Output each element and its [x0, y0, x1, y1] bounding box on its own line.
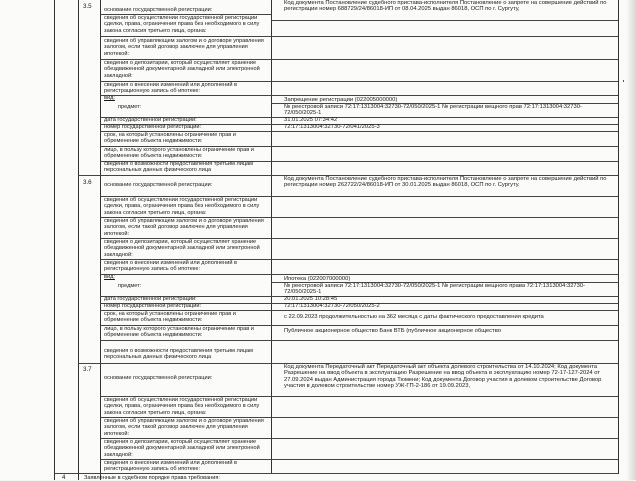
subject-label: предмет:	[118, 104, 142, 110]
subject-label: предмет:	[118, 283, 142, 289]
basis-label: основание государственной регистрации:	[104, 182, 213, 188]
changes-label: сведения о внесении изменений или дополнений в регистрационную запись об ипотеке:	[104, 460, 238, 473]
table-border-left	[54, 0, 55, 480]
kind-label: вид:	[104, 274, 115, 280]
term-label: срок, на который установлены ограничение прав и обременение объекта недвижимости:	[104, 311, 236, 324]
kind-value: Запрещение регистрации (022005000000)	[284, 97, 398, 103]
pledge-label: сведения об управляющем залогом и о договоре управления залогом, если такой договор заключен для управления ипотекой:	[104, 38, 264, 57]
person-value: Публичное акционерное общество Банк ВТБ (публичное акционерное общество	[284, 328, 501, 334]
scan-edge-shadow	[626, 0, 636, 480]
kind-value: Ипотека (022007000000)	[284, 276, 351, 282]
date-label: дата государственной регистрации:	[104, 117, 197, 123]
reg-label: номер государственной регистрации:	[104, 124, 202, 130]
basis-value: Код документа Постановление судебного пристава-исполнителя Постановление о запрете на совершение действий по регистрации номер 262722/24/86018-ИП от 30.01.2025 выдан 86018, ОСП по г. Сургуту.	[284, 176, 607, 189]
consent-label: сведения об осуществлении государственной регистрации сделки, права, ограничения права без необходимого в силу закона согласия третьего лица, органа:	[104, 197, 260, 216]
date-value: 31.01.2025 07:34:42	[284, 117, 338, 123]
row-divider	[100, 36, 618, 37]
section-number: 3.7	[83, 366, 92, 373]
row-divider	[100, 340, 618, 341]
kind-label: вид:	[104, 95, 115, 101]
row-divider	[100, 95, 618, 96]
pledge-label: сведения об управляющем залогом и о договоре управления залогом, если такой договор заключен для управления ипотекой:	[104, 418, 264, 437]
court-claims-label: Заявленные в судебном порядке права требования:	[84, 475, 220, 481]
changes-label: сведения о внесении изменений или дополнений в регистрационную запись об ипотеке:	[104, 260, 238, 273]
person-label: лицо, в пользу которого установлены ограничение прав и обременение объекта недвижимости:	[104, 147, 254, 160]
table-border-right	[618, 0, 619, 474]
section-number: 3.6	[83, 179, 92, 186]
scan-speck	[623, 80, 624, 82]
subject-value: № реестровой записи 72:17:1313004:32730-72/050/2025-1 № регистрации вещного прав 72:17:1313004:32730-72/050/2025-1	[284, 104, 582, 117]
term-label: срок, на который установлены ограничение прав и обременение объекта недвижимости:	[104, 132, 236, 145]
depo-label: сведения о депозитарии, который осуществляет хранение обездвиженной документарной закладной или электронной закладной:	[104, 239, 260, 258]
section-number: 3.5	[83, 3, 92, 10]
reg-label: номер государственной регистрации:	[104, 303, 202, 309]
changes-label: сведения о внесении изменений или дополнений в регистрационную запись об ипотеке:	[104, 82, 238, 95]
value-column-border	[271, 0, 272, 474]
row-divider	[100, 274, 618, 275]
date-label: дата государственной регистрации:	[104, 296, 197, 302]
person-label: лицо, в пользу которого установлены ограничение прав и обременение объекта недвижимости:	[104, 326, 254, 339]
date-value: 20.01.2025 10:28:45	[284, 296, 338, 302]
basis-label: основание государственной регистрации:	[104, 7, 213, 13]
consent-label: сведения об осуществлении государственной регистрации сделки, права, ограничения права без необходимого в силу закона согласия третьего лица, органа:	[104, 397, 260, 416]
section-divider	[54, 473, 618, 474]
basis-value: Код документа Постановление судебного пристава-исполнителя Постановление о запрете на совершение действий по регистрации номер 688729/24/86018-ИП от 08.04.2025 выдан 86018, ОСП по г. Сургуту,	[284, 0, 607, 13]
third-party-label: сведения о возможности предоставления третьим лицам персональных данных физического лица	[104, 348, 253, 361]
depo-label: сведения о депозитарии, который осуществляет хранение обездвиженной документарной закладной или электронной закладной:	[104, 439, 260, 458]
basis-label: основание государственной регистрации:	[104, 375, 213, 381]
term-value: с 22.09.2023 продолжительностью на 362 месяца с даты фактического предоставления кредита	[284, 314, 544, 320]
reg-value: 72:17:1313004:32730-72/050/2025-2	[284, 303, 380, 309]
pledge-label: сведения об управляющем залогом и о договоре управления залогом, если такой договор заключен для управления ипотекой:	[104, 218, 264, 237]
consent-label: сведения об осуществлении государственной регистрации сделки, права, ограничения права без необходимого в силу закона согласия третьего лица, органа:	[104, 15, 260, 34]
label-column-border-left	[100, 0, 101, 480]
reg-value: 72:17:1313004:32730-72/041/2025-3	[284, 124, 380, 130]
third-party-label: сведения о возможности предоставления третьим лицам персональных данных физического лица	[104, 161, 253, 174]
depo-label: сведения о депозитарии, который осуществляет хранение обездвиженной документарной закладной или электронной закладной:	[104, 60, 260, 79]
basis-value: Код документа Передаточный акт Передаточный акт объекта долевого строительства от 14.10.2024; Код документа Разрешение на ввод объекта в эксплуатацию Разрешение на ввод объекта в эксплуатацию номер 72-17-127-2024 от 27.09.2024 выдан Администрация города Тюмени; Код документа Договор участия в долевом строительстве Договор участия в долевом строительстве номер УЖ-ГП-2-186 от 19.09.2023,	[284, 364, 602, 390]
row-divider	[271, 20, 618, 21]
num-column-border	[78, 0, 79, 480]
subject-value: № реестровой записи 72:17:1313004:32730-72/050/2025-1 № регистрации вещного права 72:17:1313004:32730-72/050/2025-1	[284, 283, 586, 296]
section-number: 4	[62, 474, 66, 481]
